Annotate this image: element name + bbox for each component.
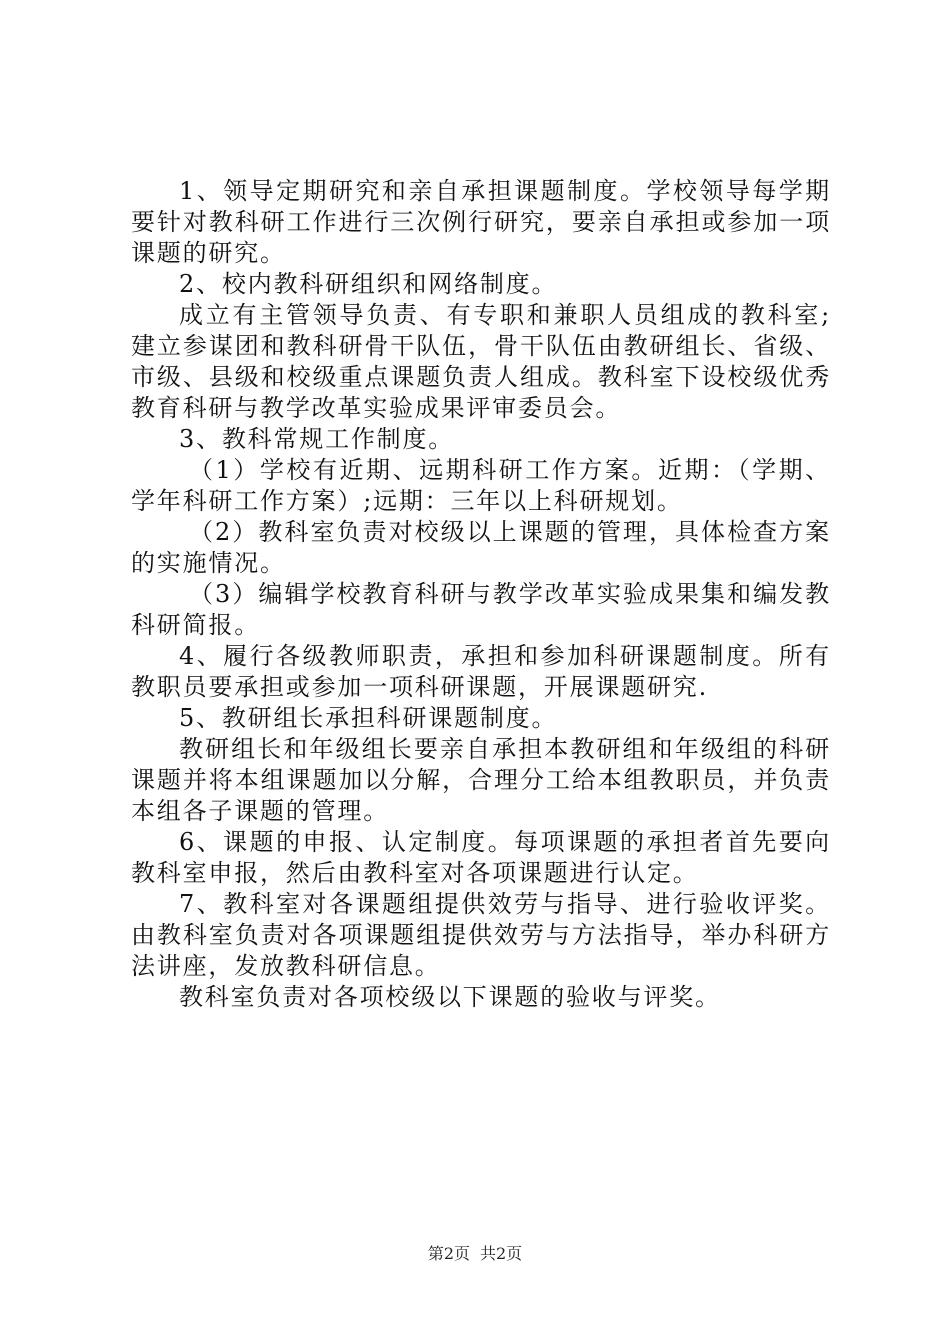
paragraph-2: 2、校内教科研组织和网络制度。: [179, 270, 558, 298]
paragraph-7: （3）编辑学校教育科研与教学改革实验成果集和编发教科研简报。: [131, 580, 831, 639]
page-total: 共2页: [480, 1244, 523, 1263]
paragraph-3: 成立有主管领导负责、有专职和兼职人员组成的教科室;建立参谋团和教科研骨干队伍，骨干队伍由教研组长、省级、市级、县级和校级重点课题负责人组成。教科室下设校级优秀教育科研与教学改革实验成果评审委员会。: [131, 301, 831, 422]
paragraph-5: （1）学校有近期、远期科研工作方案。近期：（学期、学年科研工作方案）;远期：三年以上科研规划。: [131, 456, 831, 515]
paragraph-12: 7、教科室对各课题组提供效劳与指导、进行验收评奖。由教科室负责对各项课题组提供效劳与方法指导，举办科研方法讲座，发放教科研信息。: [131, 890, 831, 980]
paragraph-1: 1、领导定期研究和亲自承担课题制度。学校领导每学期要针对教科研工作进行三次例行研究，要亲自承担或参加一项课题的研究。: [131, 177, 831, 267]
document-body: [131, 176, 831, 1013]
paragraph-6: （2）教科室负责对校级以上课题的管理，具体检查方案的实施情况。: [131, 518, 831, 577]
paragraph-8: 4、履行各级教师职责，承担和参加科研课题制度。所有教职员要承担或参加一项科研课题，开展课题研究.: [131, 642, 831, 701]
paragraph-10: 教研组长和年级组长要亲自承担本教研组和年级组的科研课题并将本组课题加以分解，合理分工给本组教职员，并负责本组各子课题的管理。: [131, 735, 831, 825]
paragraph-4: 3、教科常规工作制度。: [179, 425, 455, 453]
page-footer: [0, 1244, 950, 1264]
page-number: 第2页: [427, 1244, 470, 1263]
paragraph-13: 教科室负责对各项校级以下课题的验收与评奖。: [179, 983, 721, 1011]
paragraph-11: 6、课题的申报、认定制度。每项课题的承担者首先要向教科室申报，然后由教科室对各项课题进行认定。: [131, 828, 831, 887]
paragraph-9: 5、教研组长承担科研课题制度。: [179, 704, 558, 732]
